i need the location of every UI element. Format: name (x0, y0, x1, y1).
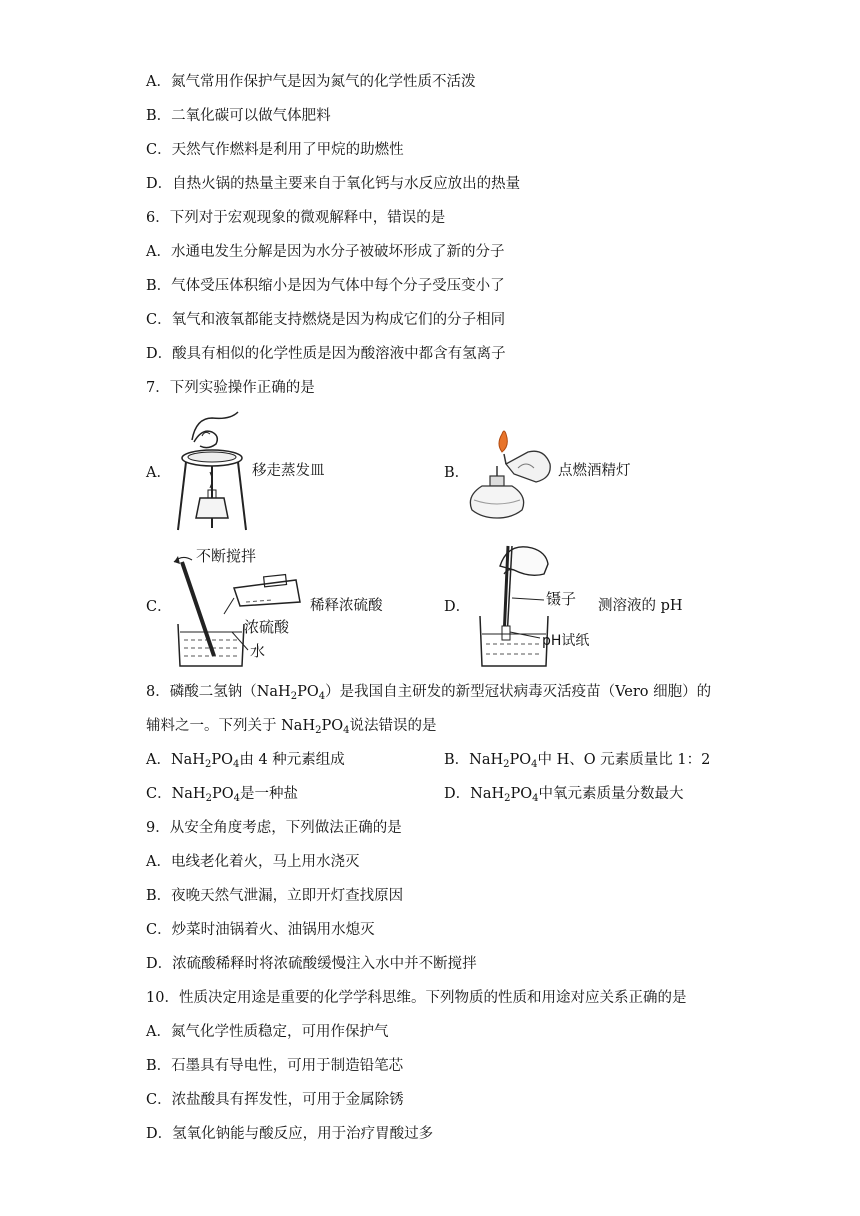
q6-option-c: C．氧气和液氧都能支持燃烧是因为构成它们的分子相同 (146, 312, 506, 328)
q10-stem: 10．性质决定用途是重要的化学学科思维。下列物质的性质和用途对应关系正确的是 (146, 990, 687, 1006)
q8-option-a: A．$NaH_2PO_4$由 4 种元素组成 (146, 752, 345, 770)
q8-stem-line1: 8．磷酸二氢钠$(NaH_2PO_4)$是我国自主研发的新型冠状病毒灭活疫苗（Vero 细胞）的 (146, 684, 712, 702)
q7-stem: 7．下列实验操作正确的是 (146, 380, 315, 396)
q7-option-a-caption: 移走蒸发皿 (252, 463, 325, 479)
q5-option-b: B．二氧化碳可以做气体肥料 (146, 108, 331, 124)
q10-option-c: C．浓盐酸具有挥发性，可用于金属除锈 (146, 1092, 404, 1108)
stir-label: 不断搅拌 (196, 547, 257, 565)
q7-option-a-letter: A． (146, 465, 171, 481)
q9-option-d: D．浓硫酸稀释时将浓硫酸缓慢注入水中并不断搅拌 (146, 956, 477, 972)
evaporating-dish-figure (172, 410, 252, 535)
q6-option-b: B．气体受压体积缩小是因为气体中每个分子受压变小了 (146, 278, 505, 294)
q8-stem-line2: 辅料之一。下列关于 $NaH_2PO_4$说法错误的是 (146, 718, 437, 736)
q5-option-c: C．天然气作燃料是利用了甲烷的助燃性 (146, 142, 404, 158)
conc-sulfuric-acid-label: 浓硫酸 (244, 618, 290, 636)
q7-option-d-letter: D． (444, 599, 471, 615)
q8-option-d: D．$NaH_2PO_4$中氧元素质量分数最大 (444, 786, 684, 804)
q7-option-d-caption: 测溶液的 pH (598, 598, 683, 614)
q6-option-a: A．水通电发生分解是因为水分子被破坏形成了新的分子 (146, 244, 505, 260)
q10-option-a: A．氮气化学性质稳定，可用作保护气 (146, 1024, 389, 1040)
q9-option-b: B．夜晚天然气泄漏，立即开灯查找原因 (146, 888, 404, 904)
q9-stem: 9．从安全角度考虑，下列做法正确的是 (146, 820, 402, 836)
q6-stem: 6．下列对于宏观现象的微观解释中，错误的是 (146, 210, 446, 226)
q7-option-c-caption: 稀释浓硫酸 (310, 598, 383, 614)
water-label: 水 (250, 642, 266, 660)
q8-option-c: C．$NaH_2PO_4$是一种盐 (146, 786, 298, 804)
q10-option-b: B．石墨具有导电性，可用于制造铅笔芯 (146, 1058, 404, 1074)
q7-option-c-letter: C． (146, 599, 172, 615)
q9-option-a: A．电线老化着火，马上用水浇灭 (146, 854, 360, 870)
q7-option-b-caption: 点燃酒精灯 (558, 463, 631, 479)
q8-option-b: B．$NaH_2PO_4$中 H、O 元素质量比 1：2 (444, 752, 711, 770)
q6-option-d: D．酸具有相似的化学性质是因为酸溶液中都含有氢离子 (146, 346, 506, 362)
alcohol-lamp-figure (466, 424, 558, 519)
q5-option-d: D．自热火锅的热量主要来自于氧化钙与水反应放出的热量 (146, 176, 521, 192)
tweezers-label: 镊子 (546, 590, 577, 608)
q9-option-c: C．炒菜时油锅着火、油锅用水熄灭 (146, 922, 375, 938)
ph-paper-label: pH试纸 (542, 633, 590, 649)
q10-option-d: D．氢氧化钠能与酸反应，用于治疗胃酸过多 (146, 1126, 434, 1142)
q5-option-a: A．氮气常用作保护气是因为氮气的化学性质不活泼 (146, 74, 476, 90)
q7-option-b-letter: B． (444, 465, 470, 481)
